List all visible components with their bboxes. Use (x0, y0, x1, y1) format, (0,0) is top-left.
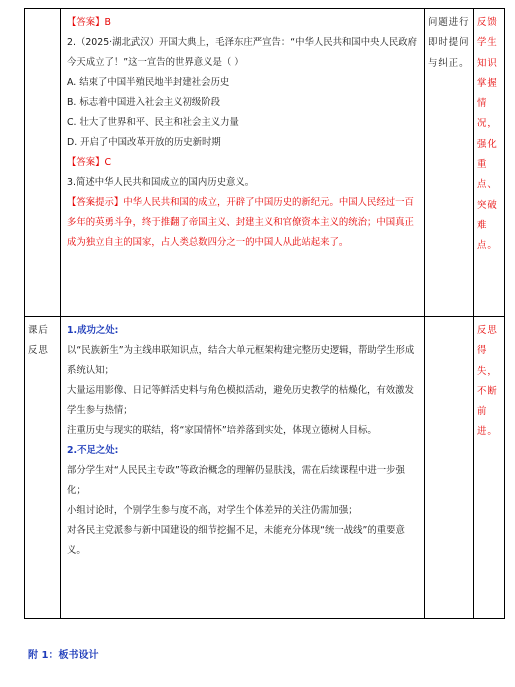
appendix-heading: 附 1：板书设计 (28, 650, 99, 661)
weakness-item: 小组讨论时，个别学生参与度不高，对学生个体差异的关注仍需加强； (67, 505, 358, 516)
answer-hint: 【答案提示】中华人民共和国的成立，开辟了中国历史的新纪元。中国人民经过一百多年的英勇斗争，终于推翻了帝国主义、封建主义和官僚资本主义的统治；中国真正成为独立自主的国家，占人类总数四分之一的中国人从此站起来了。 (67, 197, 414, 248)
answer-2: 【答案】C (67, 157, 112, 168)
success-heading: 1.成功之处: (67, 325, 119, 336)
success-item: 以“民族新生”为主线串联知识点，结合大单元框架构建完整历史逻辑，帮助学生形成系统认知； (67, 345, 415, 376)
teacher-action-text: 问题进行即时提问与纠正。 (428, 17, 470, 69)
answer-1: 【答案】B (67, 17, 111, 28)
success-item: 注重历史与现实的联结，将“家国情怀”培养落到实处，体现立德树人目标。 (67, 425, 377, 436)
table-row-reflection (25, 317, 505, 619)
weakness-item: 对各民主党派参与新中国建设的细节挖掘不足，未能充分体现“统一战线”的重要意义。 (67, 525, 405, 556)
weakness-heading: 2.不足之处: (67, 445, 119, 456)
teacher-action-cell (425, 9, 474, 317)
option-a: A. 结束了中国半殖民地半封建社会历史 (67, 77, 230, 88)
reflection-empty-cell (425, 317, 474, 619)
design-intent-text: 反馈学生知识掌握情况，强化重点、突破难点。 (477, 17, 498, 252)
question-3: 3.简述中华人民共和国成立的国内历史意义。 (67, 177, 255, 188)
reflection-content-cell (61, 317, 425, 619)
design-intent-cell (474, 9, 505, 317)
option-c: C. 壮大了世界和平、民主和社会主义力量 (67, 117, 239, 128)
exercise-content-cell (61, 9, 425, 317)
reflection-label-cell (25, 317, 61, 619)
option-b: B. 标志着中国进入社会主义初级阶段 (67, 97, 221, 108)
lesson-plan-table (24, 8, 505, 619)
table-row-exercises (25, 9, 505, 317)
row-label-cell (25, 9, 61, 317)
reflection-label: 课后反思 (28, 325, 49, 357)
option-d: D. 开启了中国改革开放的历史新时期 (67, 137, 221, 148)
reflection-note-text: 反思得失，不断前进。 (477, 325, 498, 438)
weakness-item: 部分学生对“人民民主专政”等政治概念的理解仍显肤浅，需在后续课程中进一步强化； (67, 465, 405, 496)
success-item: 大量运用影像、日记等鲜活史料与角色模拟活动，避免历史教学的枯燥化，有效激发学生参与热情； (67, 385, 414, 416)
reflection-note-cell (474, 317, 505, 619)
question-2: 2.（2025·湖北武汉）开国大典上，毛泽东庄严宣告：“中华人民共和国中央人民政府今天成立了！”这一宣告的世界意义是（ ） (67, 37, 418, 68)
